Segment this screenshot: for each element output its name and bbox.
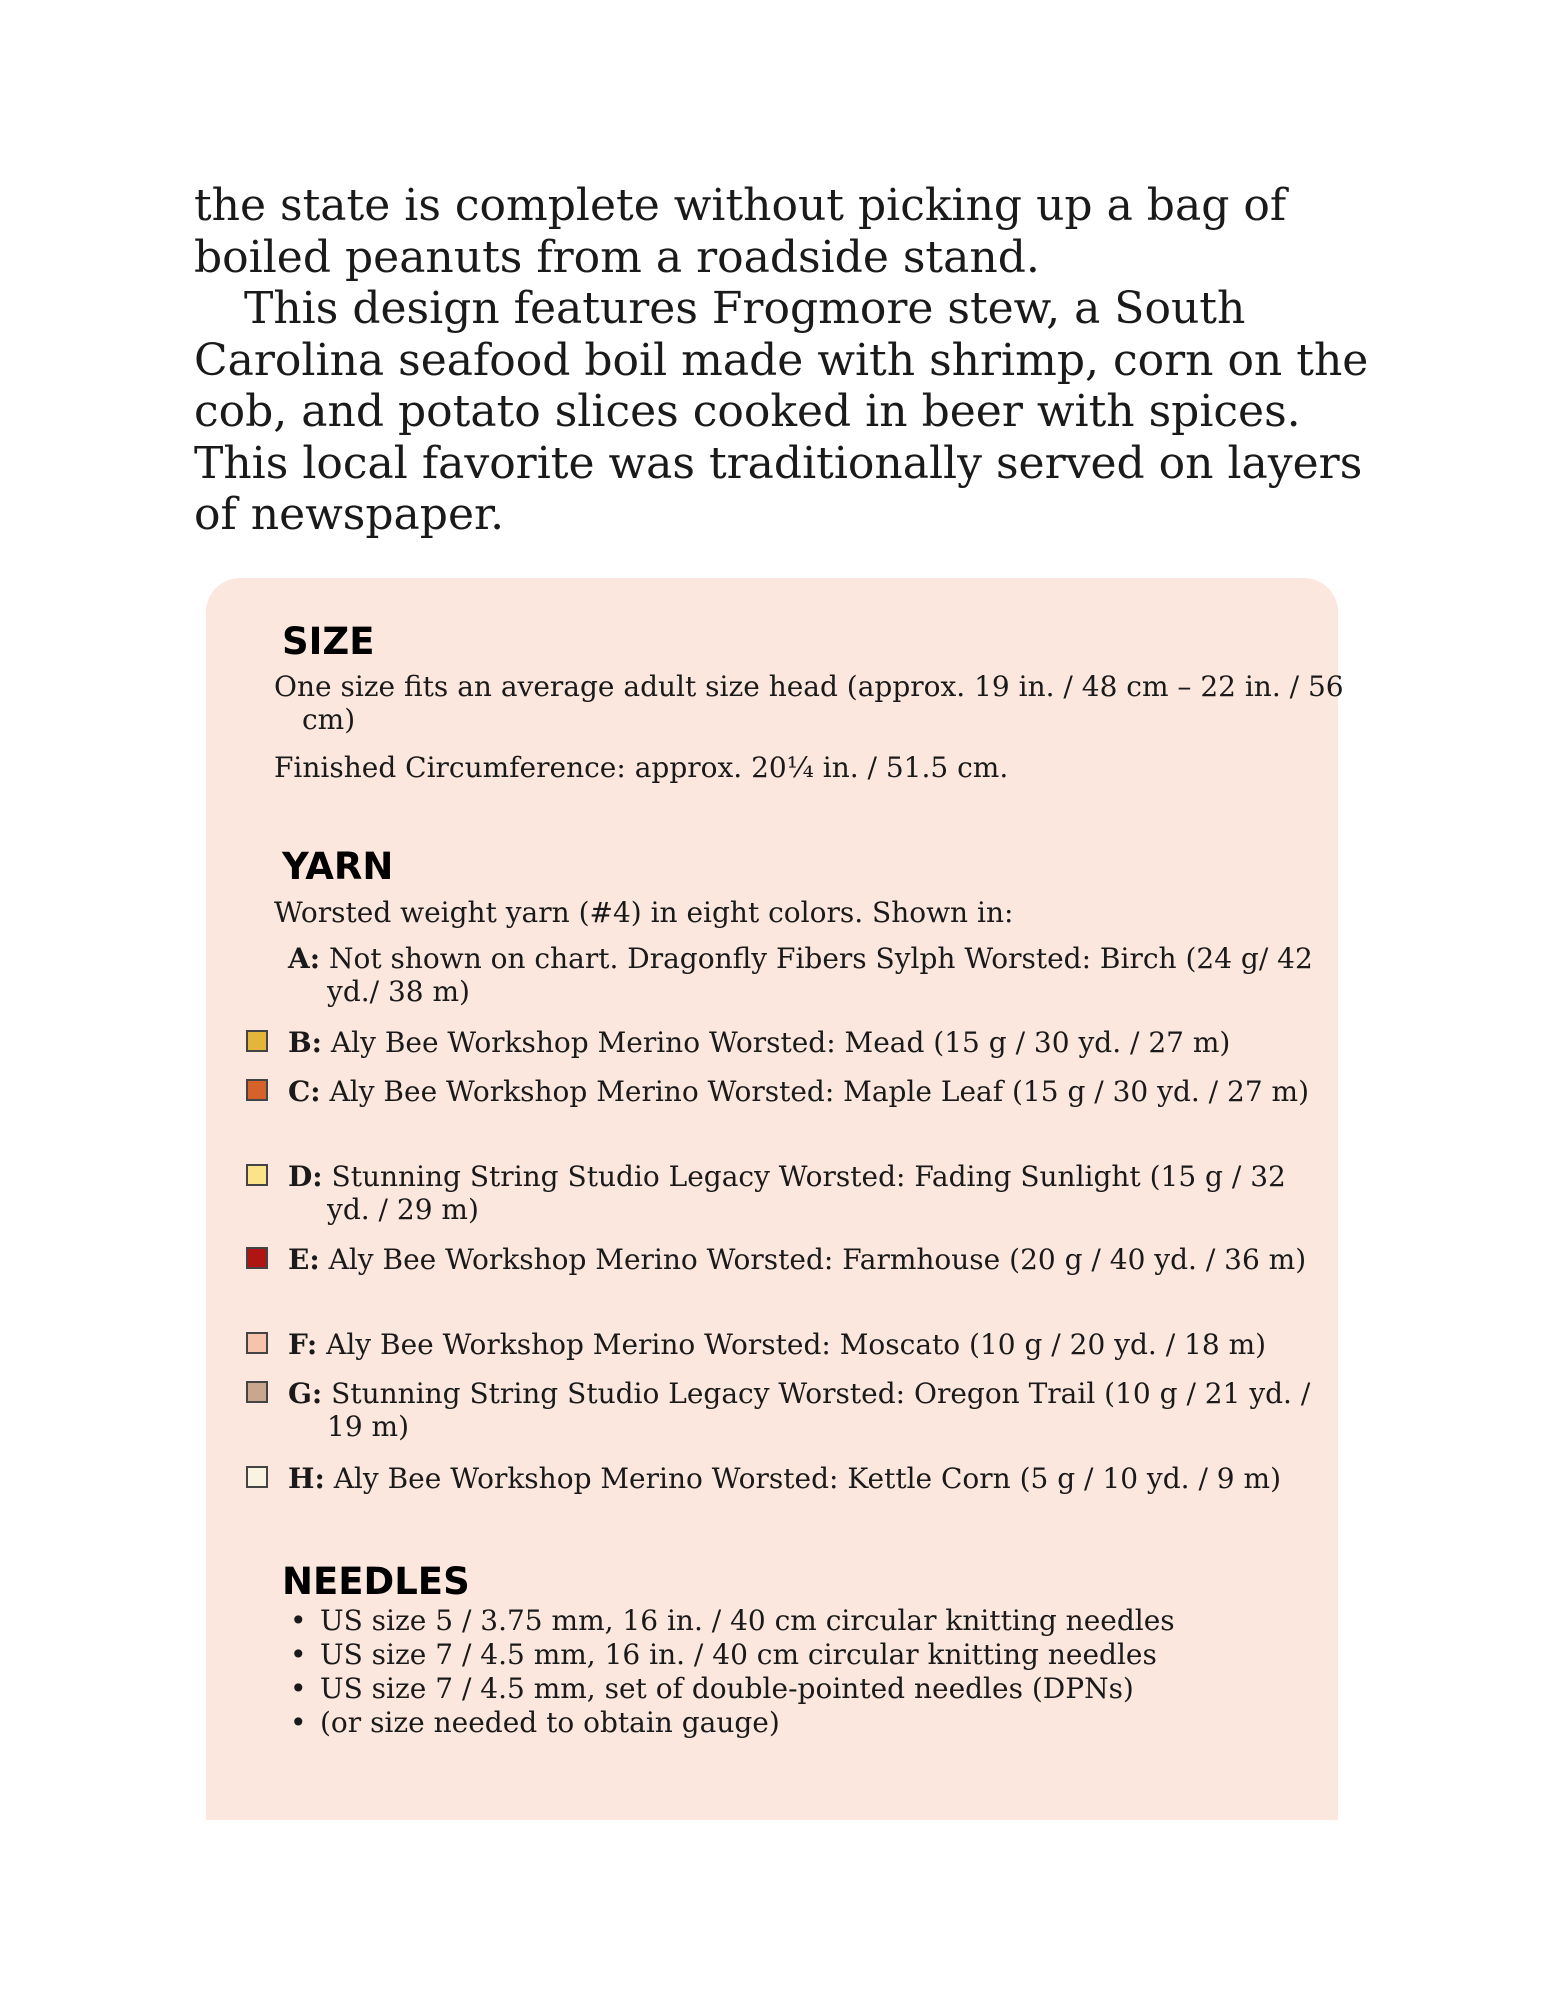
needles-heading: NEEDLES [282, 1560, 470, 1603]
needles-list [286, 1604, 1175, 1740]
color-swatch [246, 1466, 268, 1488]
needles-list-item: • (or size needed to obtain gauge) [286, 1706, 1175, 1740]
yarn-letter: H: [288, 1462, 325, 1495]
yarn-description: Aly Bee Workshop Merino Worsted: Farmhouse (20 g / 40 yd. / 36 m) [328, 1243, 1307, 1276]
yarn-description: Aly Bee Workshop Merino Worsted: Moscato (10 g / 20 yd. / 18 m) [326, 1328, 1267, 1361]
size-description: One size fits an average adult size head (approx. 19 in. / 48 cm – 22 in. / 56 cm) [274, 670, 1344, 736]
yarn-letter: G: [288, 1377, 323, 1410]
yarn-description: Stunning String Studio Legacy Worsted: Fading Sunlight (15 g / 32 yd. / 29 m) [327, 1160, 1286, 1226]
yarn-description: Not shown on chart. Dragonfly Fibers Sylph Worsted: Birch (24 g/ 42 yd./ 38 m) [327, 942, 1313, 1008]
needles-list-item: • US size 7 / 4.5 mm, set of double-pointed needles (DPNs) [286, 1672, 1175, 1706]
yarn-letter: F: [288, 1328, 318, 1361]
intro-paragraph-1: the state is complete without picking up a bag of boiled peanuts from a roadside stand. [194, 180, 1287, 283]
intro-paragraph-2: This design features Frogmore stew, a South Carolina seafood boil made with shrimp, corn on the cob, and potato slices cooked in beer with spices. This local favorite was traditionally served on layers of newspaper. [194, 283, 1369, 540]
color-swatch [246, 1164, 268, 1186]
yarn-letter: A: [288, 942, 321, 975]
color-swatch [246, 1381, 268, 1403]
yarn-description: Aly Bee Workshop Merino Worsted: Maple Leaf (15 g / 30 yd. / 27 m) [329, 1075, 1310, 1108]
yarn-letter: B: [288, 1026, 323, 1059]
needles-list-item: • US size 7 / 4.5 mm, 16 in. / 40 cm circular knitting needles [286, 1638, 1175, 1672]
color-swatch [246, 1030, 268, 1052]
finished-circumference: Finished Circumference: approx. 20¼ in. / 51.5 cm. [274, 751, 1009, 784]
yarn-description: Aly Bee Workshop Merino Worsted: Kettle Corn (5 g / 10 yd. / 9 m) [333, 1462, 1281, 1495]
size-heading: SIZE [282, 620, 375, 663]
materials-panel [206, 578, 1344, 1820]
intro-text [194, 180, 1374, 541]
color-swatch [246, 1079, 268, 1101]
yarn-heading: YARN [282, 845, 394, 888]
yarn-letter: D: [288, 1160, 323, 1193]
color-swatch [246, 1247, 268, 1269]
yarn-letter: E: [288, 1243, 320, 1276]
yarn-intro: Worsted weight yarn (#4) in eight colors. Shown in: [274, 896, 1014, 929]
yarn-description: Aly Bee Workshop Merino Worsted: Mead (15 g / 30 yd. / 27 m) [330, 1026, 1231, 1059]
yarn-letter: C: [288, 1075, 321, 1108]
needles-list-item: • US size 5 / 3.75 mm, 16 in. / 40 cm circular knitting needles [286, 1604, 1175, 1638]
color-swatch [246, 1332, 268, 1354]
yarn-description: Stunning String Studio Legacy Worsted: Oregon Trail (10 g / 21 yd. / 19 m) [327, 1377, 1311, 1443]
